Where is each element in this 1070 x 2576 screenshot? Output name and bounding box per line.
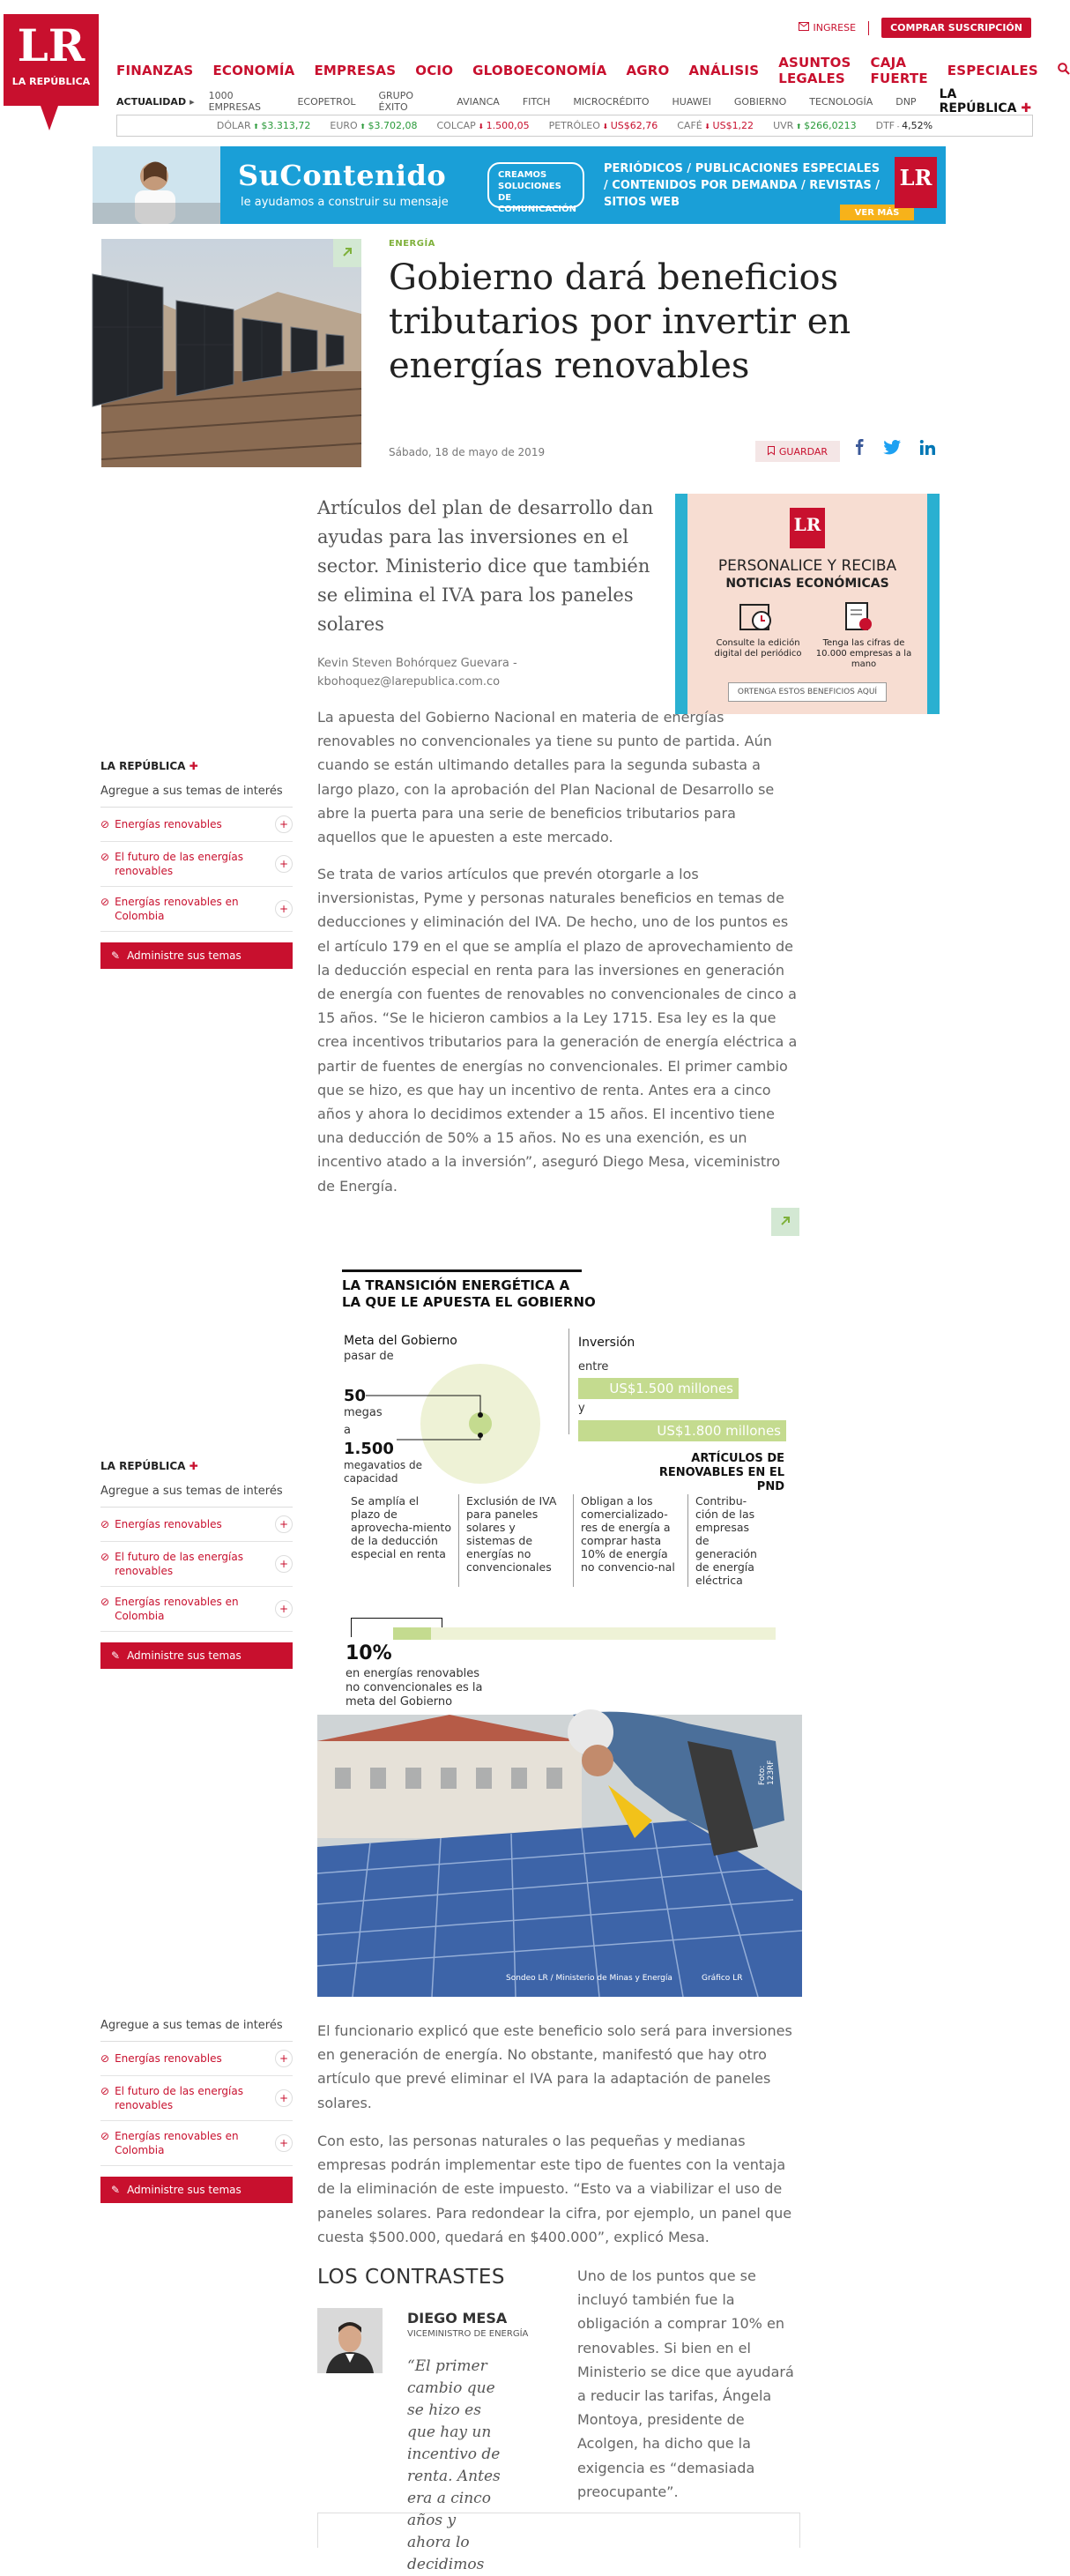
infographic-title (342, 1277, 596, 1311)
manage-topics-label: Administre sus temas (127, 2184, 241, 2196)
nav-item[interactable]: AGRO (626, 63, 670, 78)
plus-icon: ✚ (185, 1460, 198, 1472)
manage-topics-label: Administre sus temas (127, 949, 241, 962)
add-topic-button[interactable]: + (275, 2050, 293, 2067)
tag-icon: ⊘ (100, 1518, 110, 1530)
logo-subtitle: LA REPÚBLICA (11, 76, 91, 87)
percent-bar-fill (393, 1627, 431, 1640)
expand-image-button[interactable] (333, 239, 361, 267)
logo-text: LR (17, 19, 85, 71)
ticker-value: $3.313,72 (261, 120, 311, 131)
widget-header-label: LA REPÚBLICA (100, 1460, 186, 1472)
ticker-item[interactable] (217, 120, 310, 131)
expand-infographic-button[interactable] (771, 1208, 799, 1236)
add-topic-button[interactable]: + (275, 900, 293, 918)
twitter-icon[interactable] (883, 440, 901, 458)
topics-widget (100, 760, 293, 969)
nav-item[interactable]: CAJA FUERTE (870, 55, 928, 86)
banner-logo: LR (895, 157, 937, 208)
tag-icon: ⊘ (100, 2052, 110, 2065)
subnav-item[interactable]: ECOPETROL (297, 95, 356, 108)
topic-item[interactable] (100, 1542, 293, 1587)
pencil-icon: ✎ (111, 949, 121, 962)
expand-icon (341, 245, 353, 262)
ticker-label: PETRÓLEO (548, 120, 600, 131)
topic-item[interactable] (100, 2121, 293, 2166)
nav-item[interactable]: OCIO (415, 63, 454, 78)
promo-cta-button[interactable]: ORTENGA ESTOS BENEFICIOS AQUÍ (728, 682, 887, 702)
article-paragraph: Con esto, las personas naturales o las pequeñas y medianas empresas podrán implementar este tipo de fuentes con la ventaja de la eliminación de este impuesto. “Esto va a viabilizar el uso de paneles solares. Para redondear la cifra, por ejemplo, un panel que cuesta $500.000, quedará en $400.000”, explicó Mesa. (317, 2133, 792, 2245)
topic-item[interactable] (100, 842, 293, 887)
ticker-label: DTF (875, 120, 895, 131)
investment-high: US$1.800 millones (578, 1420, 786, 1441)
pencil-icon: ✎ (111, 2184, 121, 2196)
save-label: GUARDAR (778, 445, 829, 458)
topic-label: Energías renovables (115, 1518, 222, 1530)
nav-item[interactable]: ANÁLISIS (688, 63, 760, 78)
infographic-rule (342, 1269, 582, 1272)
percent-value: 10% (346, 1642, 392, 1664)
pnd-article: Obligan a los comercializado-res de energía a comprar hasta 10% de energía no convencio-nal (573, 1494, 687, 1587)
ticker-value: $3.702,08 (368, 120, 418, 131)
tag-icon: ⊘ (100, 1596, 110, 1608)
document-icon (843, 601, 874, 637)
percent-bar-track (393, 1627, 776, 1640)
article-paragraph: Se trata de varios artículos que prevén otorgarle a los inversionistas, Pyme y personas naturales beneficios en temas de deducciones y eliminación del IVA. De hecho, uno de los puntos es el artículo 179 en el que se amplía el plazo de aprovechamiento de la deducción especial en renta para las inversiones en generación de energía con fuentes de renovables no convencionales de cinco a 15 años. “Se le hicieron cambios a la Ley 1715. Esa ley es la que crea incentivos tributarios para la generación de energía eléctrica a partir de fuentes de energías no convencionales. El primer cambio que se hizo, es que hay un incentivo de renta. Antes era a cinco años y ahora lo decidimos extender a 15 años. El incentivo tiene una deducción de 50% a 15 años. No es una exención, es un incentivo atado a la inversión”, aseguró Diego Mesa, viceministro de Energía. (317, 866, 798, 1195)
promo-benefit-2: Tenga las cifras de 10.000 empresas a la mano (815, 638, 912, 669)
articles-columns (344, 1494, 789, 1587)
nav-item[interactable]: FINANZAS (116, 63, 194, 78)
search-icon[interactable] (1058, 63, 1070, 78)
plus-icon: ✚ (1016, 101, 1032, 115)
manage-topics-button[interactable] (100, 2177, 293, 2203)
subnav-item[interactable]: HUAWEI (672, 95, 711, 108)
ticker-label: UVR (773, 120, 794, 131)
subnav-current[interactable]: ACTUALIDAD (116, 95, 187, 108)
pencil-icon: ✎ (111, 1649, 121, 1662)
ticker-item[interactable] (549, 120, 658, 131)
ticker-value: US$1,22 (712, 120, 754, 131)
topic-item[interactable] (100, 887, 293, 932)
hero-image[interactable] (101, 239, 361, 467)
worker-photo (317, 1715, 802, 1997)
infographic[interactable] (317, 1256, 802, 1997)
login-label: INGRESE (813, 22, 857, 34)
investment-and: y (578, 1402, 585, 1415)
person-role: VICEMINISTRO DE ENERGÍA (407, 2329, 529, 2339)
article-section[interactable]: ENERGÍA (389, 239, 435, 249)
arrow-down-icon: ⬇ (599, 123, 611, 130)
topic-label: Energías renovables en Colombia (115, 1596, 239, 1622)
tag-icon: ⊘ (100, 896, 110, 908)
pnd-article: Contribu-ción de las empresas de generación de energía eléctrica (687, 1494, 769, 1587)
arrow-down-icon: ⬇ (702, 123, 713, 130)
subnav-item[interactable]: GRUPO ÉXITO (378, 90, 414, 113)
ticker-value: 1.500,05 (486, 120, 530, 131)
article-author[interactable]: Kevin Steven Bohórquez Guevara - kbohoquez@larepublica.com.co (317, 657, 517, 689)
widget-intro: Agregue a sus temas de interés (100, 2019, 293, 2042)
photo-credit: Foto: 123RF (758, 1760, 776, 1785)
topic-label: El futuro de las energías renovables (115, 2085, 243, 2111)
pnd-article: Se amplía el plazo de aprovecha-miento de la deducción especial en renta (351, 1494, 451, 1560)
tag-icon: ⊘ (100, 1551, 110, 1563)
arrow-up-icon: ⬆ (357, 123, 368, 130)
ticker-label: COLCAP (436, 120, 476, 131)
avatar (317, 2308, 383, 2373)
facebook-icon[interactable] (855, 439, 864, 458)
topic-item[interactable] (100, 808, 293, 842)
manage-topics-button[interactable] (100, 942, 293, 969)
divider (568, 1329, 569, 1434)
nav-item[interactable]: GLOBOECONOMÍA (472, 63, 607, 78)
promo-title: PERSONALICE Y RECIBA (717, 557, 897, 575)
subscribe-button[interactable]: COMPRAR SUSCRIPCIÓN (881, 18, 1031, 38)
infographic-source: Sondeo LR / Ministerio de Minas y Energía (506, 1974, 672, 1983)
ticker-label: EURO (330, 120, 358, 131)
goal-a: a (344, 1424, 351, 1437)
ticker-item[interactable] (330, 120, 417, 131)
divider (868, 21, 869, 35)
topic-label: Energías renovables (115, 818, 222, 830)
infographic-title-line: LA QUE LE APUESTA EL GOBIERNO (342, 1294, 596, 1310)
login-icon (799, 22, 809, 34)
widget-header (100, 1460, 293, 1472)
promo-box[interactable] (675, 494, 940, 714)
plus-icon: ✚ (185, 760, 198, 772)
tag-icon: ⊘ (100, 818, 110, 830)
arrow-down-icon: ⬇ (475, 123, 487, 130)
topics-widget (100, 2019, 293, 2203)
banner-cta[interactable]: VER MÁS (840, 205, 914, 220)
article-title: Gobierno dará beneficios tributarios por invertir en energías renovables (389, 257, 851, 386)
topic-label: Energías renovables en Colombia (115, 896, 239, 922)
chevron-right-icon: ▸ (189, 95, 195, 108)
market-ticker (116, 115, 1033, 137)
add-topic-button[interactable]: + (275, 855, 293, 873)
investment-between: entre (578, 1360, 609, 1374)
goal-value-1: 50 (344, 1387, 367, 1405)
lr-plus-link[interactable] (940, 87, 1033, 115)
topics-widget (100, 1460, 293, 1669)
articles-heading: ARTÍCULOS DE RENOVABLES EN EL PND (658, 1452, 784, 1493)
widget-intro: Agregue a sus temas de interés (100, 1485, 293, 1508)
site-logo[interactable] (4, 14, 99, 130)
contrasts-title: LOS CONTRASTES (317, 2266, 505, 2289)
topic-label: El futuro de las energías renovables (115, 1551, 243, 1577)
add-topic-button[interactable]: + (275, 1515, 293, 1533)
infographic-title-line: LA TRANSICIÓN ENERGÉTICA A (342, 1277, 570, 1293)
banner-tagline: le ayudamos a construir su mensaje (241, 196, 449, 209)
widget-header-label: LA REPÚBLICA (100, 760, 186, 772)
article-paragraph: La apuesta del Gobierno Nacional en materia de energías renovables no convencionales ya tiene su punto de partida. Aún cuando se están ultimando detalles para la segunda subasta a largo plazo, con la aprobación del Plan Nacional de Desarrollo se abre la puerta para una serie de beneficios tributarios para aquellos que le apuesten a este mercado. (317, 709, 775, 846)
topic-item[interactable] (100, 2042, 293, 2076)
ad-banner[interactable] (93, 146, 946, 224)
goal-from: pasar de (344, 1350, 394, 1363)
article-paragraph: El funcionario explicó que este beneficio solo será para inversiones en generación de energía. No obstante, manifestó que hay otro artículo que prevé eliminar el IVA para la adaptación de paneles solares. (317, 2022, 792, 2111)
article-lead: Artículos del plan de desarrollo dan ayudas para las inversiones en el sector. Ministerio dice que también se elimina el IVA para los paneles solares (317, 497, 654, 635)
subnav-item[interactable]: FITCH (522, 95, 551, 108)
banner-box: CREAMOS SOLUCIONES DE COMUNICACIÓN (487, 162, 584, 208)
nav-item[interactable]: ECONOMÍA (212, 63, 295, 78)
share-bar (855, 439, 935, 458)
subnav-item[interactable]: GOBIERNO (733, 95, 787, 108)
widget-header (100, 760, 293, 772)
ticker-item[interactable] (436, 120, 529, 131)
lr-plus-label: LA REPÚBLICA (939, 87, 1017, 115)
subnav-item[interactable]: DNP (895, 95, 917, 108)
tag-icon: ⊘ (100, 2085, 110, 2097)
promo-subtitle: NOTICIAS ECONÓMICAS (725, 577, 889, 591)
promo-benefit-1: Consulte la edición digital del periódico (714, 638, 802, 659)
banner-photo (93, 146, 220, 224)
goal-heading: Meta del Gobierno (344, 1334, 457, 1348)
nav-item[interactable]: ESPECIALES (947, 63, 1038, 78)
topic-label: Energías renovables (115, 2052, 222, 2065)
goal-unit-2: megavatios de capacidad (344, 1459, 422, 1485)
arrow-up-icon: ⬆ (250, 123, 262, 130)
ticker-value: US$62,76 (610, 120, 658, 131)
nav-item[interactable]: ASUNTOS LEGALES (778, 55, 851, 86)
linkedin-icon[interactable] (920, 440, 935, 458)
subnav-item[interactable]: AVIANCA (457, 95, 500, 108)
investment-heading: Inversión (578, 1336, 635, 1350)
add-topic-button[interactable]: + (275, 1600, 293, 1618)
manage-topics-label: Administre sus temas (127, 1649, 241, 1662)
ticker-label: CAFÉ (677, 120, 702, 131)
sub-nav (116, 87, 1033, 115)
person-name: DIEGO MESA (407, 2310, 508, 2327)
topic-item[interactable] (100, 1508, 293, 1542)
tag-icon: ⊘ (100, 851, 110, 863)
promo-logo: LR (790, 508, 825, 548)
clock-icon (739, 601, 774, 637)
goal-value-2: 1.500 (344, 1440, 394, 1458)
banner-services: PERIÓDICOS / PUBLICACIONES ESPECIALES / CONTENIDOS POR DEMANDA / REVISTAS / SITIOS WEB (604, 162, 881, 209)
login-link[interactable] (799, 22, 857, 34)
subnav-item[interactable]: TECNOLOGÍA (809, 95, 873, 108)
ticker-value: 4,52% (902, 120, 933, 131)
tag-icon: ⊘ (100, 2130, 110, 2142)
dash-icon: - (895, 123, 903, 130)
pnd-article: Exclusión de IVA para paneles solares y sistemas de energías no convencionales (458, 1494, 573, 1587)
add-topic-button[interactable]: + (275, 2134, 293, 2152)
ticker-item[interactable] (677, 120, 754, 131)
add-topic-button[interactable]: + (275, 815, 293, 833)
investment-low: US$1.500 millones (578, 1378, 739, 1399)
bookmark-icon (768, 446, 775, 458)
widget-intro: Agregue a sus temas de interés (100, 785, 293, 808)
banner-brand: SuContenido (238, 159, 447, 192)
save-button[interactable] (755, 441, 840, 462)
leader-lines (366, 1389, 480, 1441)
arrow-up-icon: ⬆ (793, 123, 805, 130)
goal-unit-1: megas (344, 1406, 383, 1419)
percent-text: en energías renovables no convencionales es la meta del Gobierno (346, 1667, 483, 1709)
ticker-label: DÓLAR (216, 120, 251, 131)
person-quote: “El primer cambio que se hizo es que hay un incentivo de renta. Antes era a cinco años y ahora lo decidimos (407, 2357, 501, 2573)
topic-item[interactable] (100, 2076, 293, 2121)
article-date: Sábado, 18 de mayo de 2019 (389, 446, 546, 458)
topic-label: Energías renovables en Colombia (115, 2130, 239, 2156)
ticker-item[interactable] (773, 120, 857, 131)
next-box (317, 2513, 800, 2548)
main-nav (116, 55, 1070, 86)
ticker-item[interactable] (876, 120, 933, 131)
nav-item[interactable]: EMPRESAS (314, 63, 397, 78)
manage-topics-button[interactable] (100, 1642, 293, 1669)
topic-label: El futuro de las energías renovables (115, 851, 243, 877)
add-topic-button[interactable]: + (275, 2089, 293, 2107)
expand-icon (779, 1214, 791, 1231)
add-topic-button[interactable]: + (275, 1555, 293, 1573)
topic-item[interactable] (100, 1587, 293, 1632)
graphic-credit: Gráfico LR (702, 1974, 743, 1983)
article-paragraph: Uno de los puntos que se incluyó también fue la obligación a comprar 10% en renovables. Si bien en el Ministerio se dice que ayudará a reducir las tarifas, Ángela Montoya, presidente de Acolgen, ha dicho que la exigencia es “demasiada preocupante”. (577, 2267, 794, 2500)
subnav-item[interactable]: MICROCRÉDITO (573, 95, 650, 108)
subnav-item[interactable]: 1000 EMPRESAS (208, 90, 261, 113)
ticker-value: $266,0213 (804, 120, 857, 131)
